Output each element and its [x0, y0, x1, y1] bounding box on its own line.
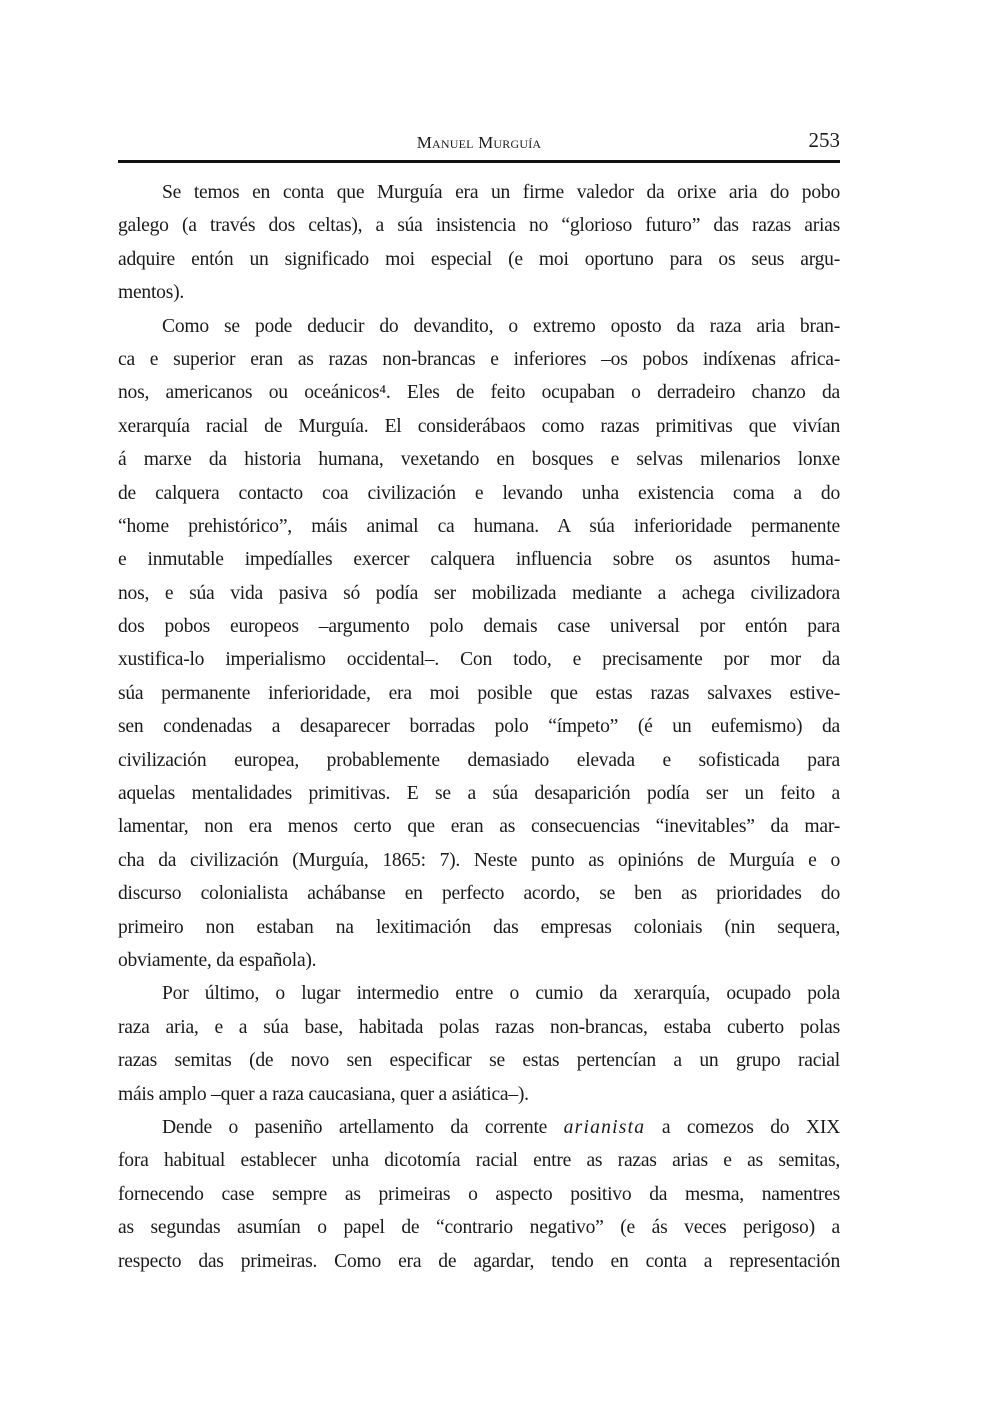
text-line: mentos).: [118, 282, 185, 304]
text-line: Se temos en conta que Murguía era un firme valedor da orixe aria do pobo: [162, 182, 840, 203]
text-line: cha da civilización (Murguía, 1865: 7). Neste punto as opinións de Murguía e o: [118, 849, 840, 871]
text-line: aquelas mentalidades primitivas. E se a súa desaparición podía ser un feito a: [118, 783, 840, 805]
paragraph: [118, 1111, 840, 1278]
text-line: lamentar, non era menos certo que eran as consecuencias “inevitables” da mar-: [118, 816, 840, 838]
text-line: fora habitual establecer unha dicotomía racial entre as razas arias e as semitas,: [118, 1150, 840, 1172]
text-line: fornecendo case sempre as primeiras o aspecto positivo da mesma, namentres: [118, 1183, 840, 1205]
paragraph: [118, 310, 840, 978]
text-segment: Dende o paseniño artellamento da corrente: [162, 1116, 564, 1138]
text-line: as segundas asumían o papel de “contrario negativo” (e ás veces perigoso) a: [118, 1217, 840, 1239]
text-line: “home prehistórico”, máis animal ca humana. A súa inferioridade permanente: [118, 515, 840, 537]
running-header: [118, 128, 840, 158]
page-number: 253: [808, 128, 840, 152]
text-line: e inmutable impedíalles exercer calquera influencia sobre os asuntos huma-: [118, 549, 840, 571]
paragraph: [118, 176, 840, 310]
text-line: dos pobos europeos –argumento polo demais case universal por entón para: [118, 616, 840, 638]
text-line: ca e superior eran as razas non-brancas e inferiores –os pobos indíxenas africa-: [118, 348, 840, 370]
text-line: adquire entón un significado moi especial (e moi oportuno para os seus argu-: [118, 248, 840, 270]
text-line: xustifica-lo imperialismo occidental–. Con todo, e precisamente por mor da: [118, 649, 840, 671]
text-line: nos, americanos ou oceánicos⁴. Eles de feito ocupaban o derradeiro chanzo da: [118, 382, 840, 404]
header-rule: [118, 160, 840, 163]
text-line: discurso colonialista achábanse en perfecto acordo, se ben as prioridades do: [118, 883, 840, 905]
running-title: Manuel Murguía: [416, 133, 542, 152]
text-line: respecto das primeiras. Como era de agardar, tendo en conta a representación: [118, 1250, 840, 1272]
text-line: de calquera contacto coa civilización e levando unha existencia coma a do: [118, 482, 840, 504]
text-line: galego (a través dos celtas), a súa insistencia no “glorioso futuro” das razas arias: [118, 215, 840, 237]
text-line: súa permanente inferioridade, era moi posible que estas razas salvaxes estive-: [118, 682, 840, 704]
text-line: á marxe da historia humana, vexetando en bosques e selvas milenarios lonxe: [118, 449, 840, 471]
text-line: obviamente, da española).: [118, 949, 317, 971]
text-line: máis amplo –quer a raza caucasiana, quer a asiática–).: [118, 1083, 529, 1105]
text-line: raza aria, e a súa base, habitada polas razas non-brancas, estaba cuberto polas: [118, 1016, 840, 1038]
text-segment: a comezos do XIX: [645, 1116, 840, 1138]
text-line: primeiro non estaban na lexitimación das empresas coloniais (nin sequera,: [118, 916, 840, 938]
text-line: nos, e súa vida pasiva só podía ser mobilizada mediante a achega civilizadora: [118, 582, 840, 604]
text-line: Por último, o lugar intermedio entre o cumio da xerarquía, ocupado pola: [162, 983, 840, 1005]
text-line: xerarquía racial de Murguía. El considerábaos como razas primitivas que vivían: [118, 415, 840, 437]
text-line: razas semitas (de novo sen especificar se estas pertencían a un grupo racial: [118, 1050, 840, 1072]
italic-term: arianista: [563, 1116, 646, 1138]
text-line: Como se pode deducir do devandito, o extremo oposto da raza aria bran-: [162, 315, 840, 337]
body-text: [118, 176, 840, 1278]
text-line: [118, 1111, 840, 1144]
paragraph: [118, 977, 840, 1111]
text-line: civilización europea, probablemente demasiado elevada e sofisticada para: [118, 749, 840, 771]
text-line: sen condenadas a desaparecer borradas polo “ímpeto” (é un eufemismo) da: [118, 716, 840, 738]
